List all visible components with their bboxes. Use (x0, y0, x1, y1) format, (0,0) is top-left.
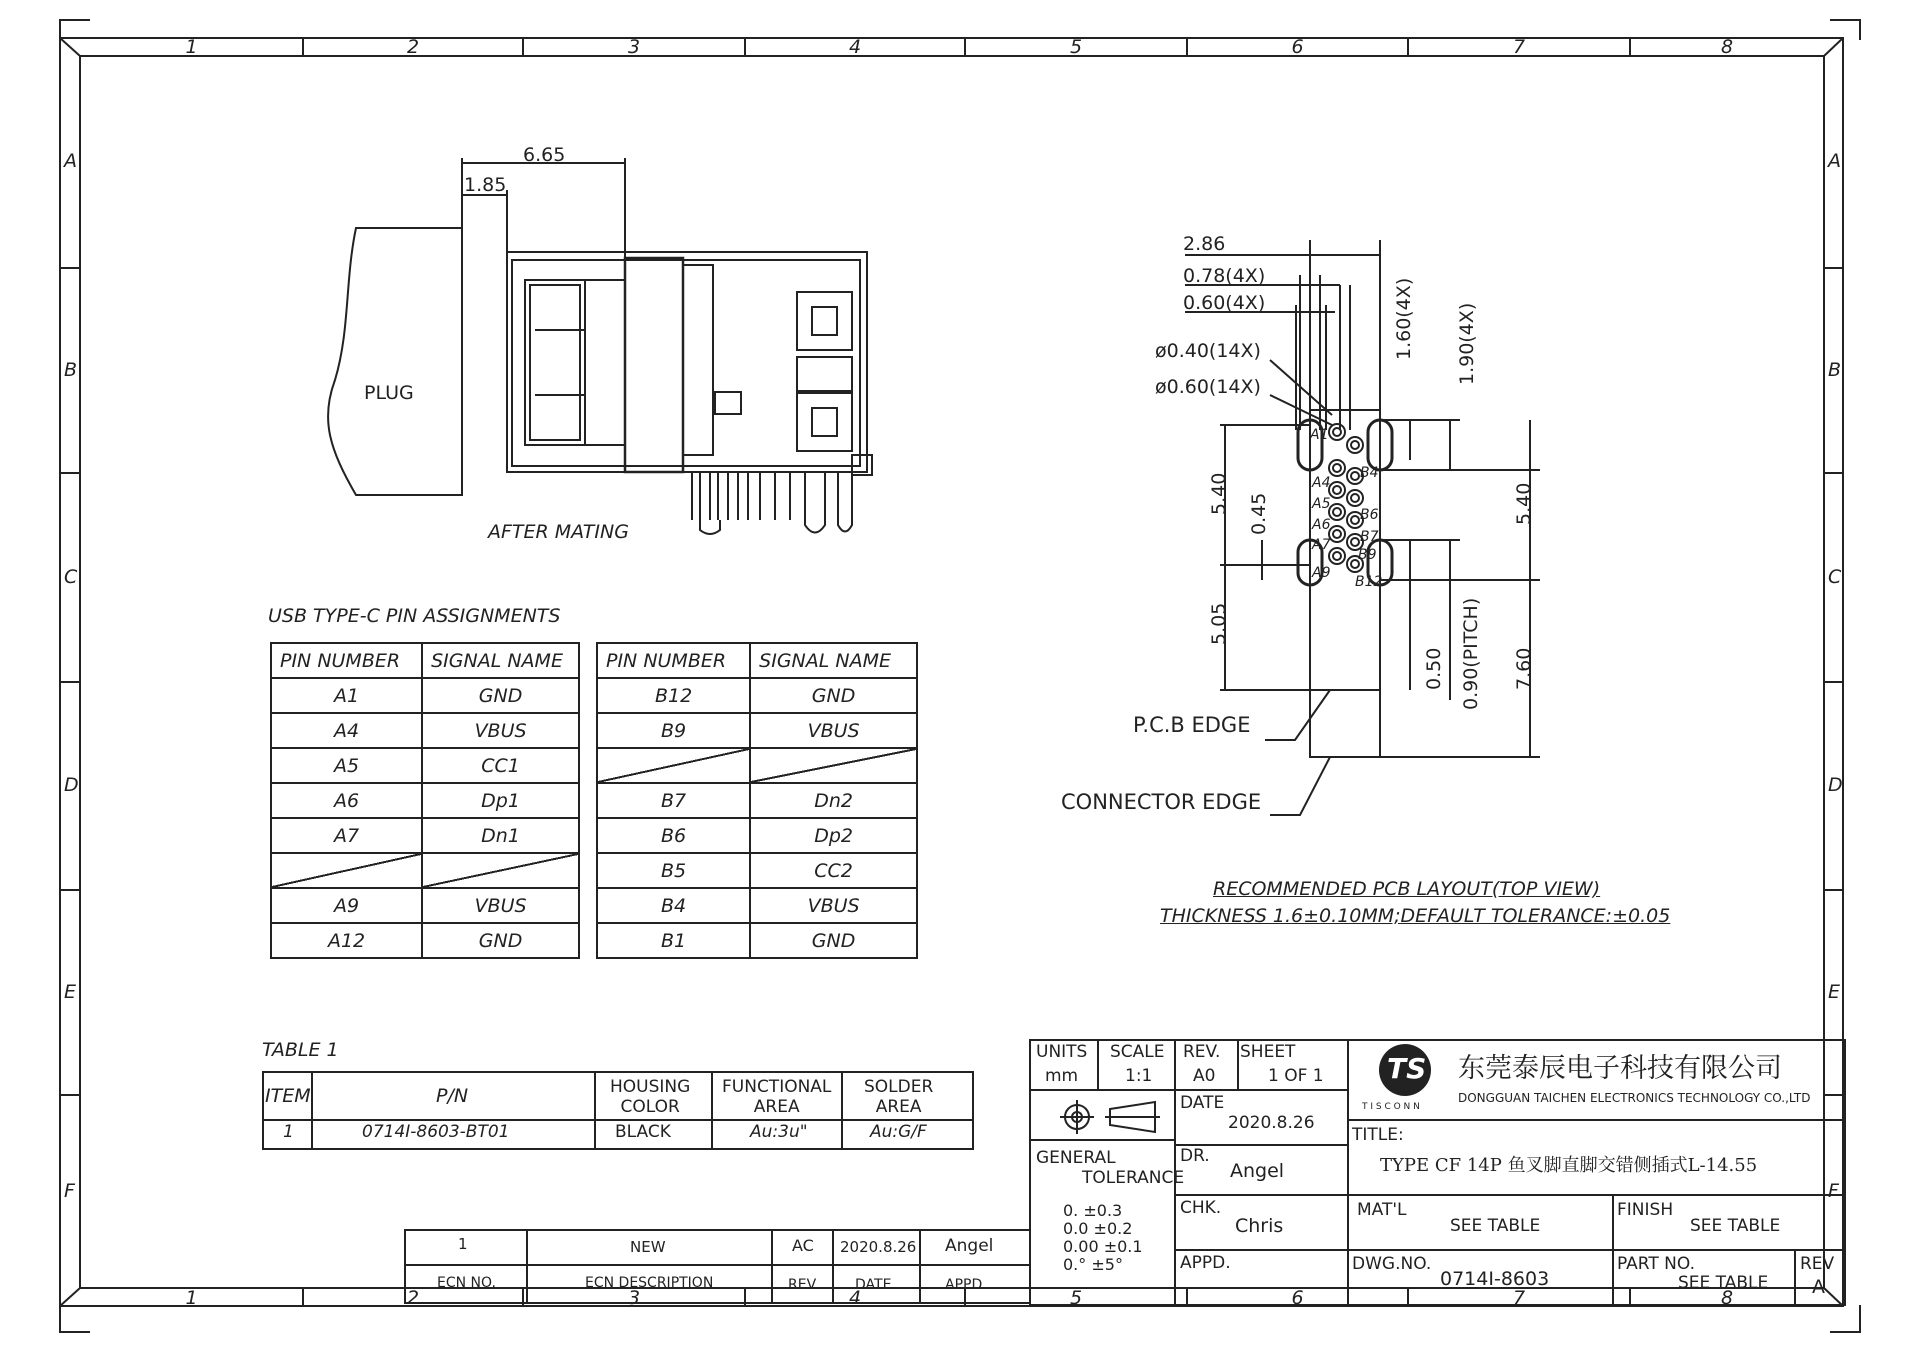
pin-table-b (596, 642, 918, 959)
pin-table-cell: A4 (271, 713, 422, 748)
table1-pn: 0714I-8603-BT01 (362, 1122, 510, 1142)
pin-table-cell: A9 (271, 888, 422, 923)
pin-table-cell (597, 748, 750, 783)
col-label-top: 1 (185, 36, 198, 58)
pin-label-a9: A9 (1312, 565, 1331, 581)
tb-title-label: TITLE: (1352, 1125, 1404, 1145)
tb-rev2-label: REV (1800, 1254, 1835, 1274)
pcb-pad (1333, 486, 1341, 494)
pin-table-cell: A7 (271, 818, 422, 853)
pin-table-cell: VBUS (750, 713, 917, 748)
pin-table-cell: GND (750, 923, 917, 958)
col-label-bottom: 6 (1291, 1287, 1304, 1309)
pcb-pad (1333, 552, 1341, 560)
tb-scale-value: 1:1 (1125, 1066, 1153, 1086)
row-label-right: D (1828, 774, 1843, 796)
tb-scale-label: SCALE (1110, 1042, 1165, 1062)
row-label-right: F (1828, 1179, 1839, 1202)
pcb-pad (1333, 508, 1341, 516)
table-row (271, 678, 579, 713)
plug-label: PLUG (364, 382, 414, 404)
pin-table-a (270, 642, 580, 959)
pin-table-cell: B12 (597, 678, 750, 713)
rev-date: 2020.8.26 (840, 1238, 917, 1256)
connector-edge-label: CONNECTOR EDGE (1061, 790, 1262, 814)
dim-0-90-pitch: 0.90(PITCH) (1460, 597, 1482, 710)
table1-functional: Au:3u" (750, 1122, 808, 1142)
dim-d0-60: ø0.60(14X) (1155, 376, 1261, 398)
tb-part-value: SEE TABLE (1678, 1273, 1769, 1293)
pin-table-cell: VBUS (422, 888, 579, 923)
pin-table-cell: GND (422, 923, 579, 958)
row-label-right: B (1828, 358, 1842, 381)
table-row (271, 923, 579, 958)
tb-rev2-value: A (1812, 1276, 1825, 1298)
pcb-pad (1333, 428, 1341, 436)
pin-label-a6: A6 (1312, 517, 1331, 533)
dim-0-50: 0.50 (1423, 647, 1445, 690)
pin-label-b4: B4 (1360, 465, 1379, 481)
pin-table-cell: B7 (597, 783, 750, 818)
tb-rev-label: REV. (1183, 1042, 1221, 1062)
tb-dwg-label: DWG.NO. (1352, 1254, 1432, 1274)
tb-matl-label: MAT'L (1357, 1200, 1407, 1220)
dim-0-45: 0.45 (1248, 492, 1270, 535)
tb-tolerance: TOLERANCE (1082, 1168, 1185, 1188)
pin-table-cell (422, 853, 579, 888)
pcb-pad (1333, 464, 1341, 472)
col-label-bottom: 5 (1070, 1287, 1083, 1309)
table-row (597, 713, 917, 748)
row-label-left: B (64, 358, 78, 381)
table-row (597, 748, 917, 783)
dim-5-40-left: 5.40 (1208, 472, 1230, 515)
pcb-pad (1351, 516, 1359, 524)
tb-general: GENERAL (1036, 1148, 1116, 1168)
col-label-bottom: 3 (628, 1287, 641, 1309)
col-label-top: 3 (628, 36, 641, 58)
table-row (597, 853, 917, 888)
pin-label-a7: A7 (1312, 537, 1331, 553)
pin-table-cell: GND (750, 678, 917, 713)
col-label-bottom: 8 (1721, 1287, 1734, 1309)
pcb-pad (1329, 504, 1345, 520)
pcb-edge-label: P.C.B EDGE (1133, 713, 1251, 737)
pcb-pad (1333, 530, 1341, 538)
pin-table-header: PIN NUMBER (597, 643, 750, 678)
pin-table-cell: VBUS (750, 888, 917, 923)
tb-dwg-value: 0714I-8603 (1440, 1268, 1550, 1290)
pin-label-b12: B12 (1355, 574, 1383, 590)
col-label-top: 2 (407, 36, 420, 58)
tb-dr-value: Angel (1230, 1160, 1285, 1182)
pin-table-header: SIGNAL NAME (422, 643, 579, 678)
dim-5-40-right: 5.40 (1513, 482, 1535, 525)
pin-label-b9: B9 (1358, 547, 1377, 563)
pcb-pad (1351, 472, 1359, 480)
table-row (271, 748, 579, 783)
pin-table-cell: Dn1 (422, 818, 579, 853)
col-label-bottom: 7 (1513, 1287, 1526, 1309)
dim-1-60: 1.60(4X) (1393, 277, 1415, 360)
pcb-pad (1329, 526, 1345, 542)
table-row (597, 818, 917, 853)
pin-label-a1: A1 (1310, 427, 1329, 443)
pin-table-cell: A6 (271, 783, 422, 818)
col-label-bottom: 2 (407, 1287, 420, 1309)
tb-part-label: PART NO. (1617, 1254, 1695, 1274)
pcb-pad (1351, 441, 1359, 449)
rev-h-desc: ECN DESCRIPTION (585, 1275, 714, 1291)
rev-desc: NEW (630, 1238, 666, 1256)
row-label-right: C (1828, 565, 1842, 588)
pcb-pad (1329, 460, 1345, 476)
table-row (597, 783, 917, 818)
pin-table-cell (271, 853, 422, 888)
table1-h-item: ITEM (265, 1085, 311, 1107)
table-row (271, 853, 579, 888)
pcb-pad (1329, 424, 1345, 440)
table-row (597, 923, 917, 958)
col-label-top: 4 (849, 36, 862, 58)
dim-5-05: 5.05 (1208, 602, 1230, 645)
dim-1-85: 1.85 (464, 174, 507, 196)
tb-sheet-value: 1 OF 1 (1268, 1066, 1324, 1086)
pin-table-cell: A12 (271, 923, 422, 958)
tb-title-value: TYPE CF 14P 鱼叉脚直脚交错侧插式L-14.55 (1380, 1155, 1758, 1176)
col-label-top: 5 (1070, 36, 1083, 58)
rev-appd: Angel (945, 1236, 994, 1256)
row-label-right: E (1828, 980, 1841, 1003)
company-cn: 东莞泰辰电子科技有限公司 (1458, 1053, 1782, 1084)
pin-table-header: SIGNAL NAME (750, 643, 917, 678)
dim-2-86: 2.86 (1183, 233, 1226, 255)
table-row (271, 713, 579, 748)
col-label-top: 8 (1721, 36, 1734, 58)
table-row (597, 678, 917, 713)
rev-h-rev: REV (788, 1277, 817, 1293)
table1-h-housing: HOUSING COLOR (610, 1077, 691, 1117)
corner-mark (1830, 1305, 1860, 1332)
rev-h-appd: APPD. (945, 1277, 987, 1293)
table-row (271, 888, 579, 923)
row-label-left: F (64, 1179, 75, 1202)
row-label-left: A (64, 150, 77, 172)
pin-table-cell: B1 (597, 923, 750, 958)
tolerance-line: 0. ±0.3 (1063, 1201, 1123, 1220)
table-row (271, 818, 579, 853)
row-label-left: C (64, 565, 78, 588)
pin-table-title: USB TYPE-C PIN ASSIGNMENTS (268, 605, 561, 627)
dim-d0-40: ø0.40(14X) (1155, 340, 1261, 362)
pin-table-cell: B4 (597, 888, 750, 923)
pcb-caption-1: RECOMMENDED PCB LAYOUT(TOP VIEW) (1213, 878, 1601, 900)
mating-caption: AFTER MATING (488, 521, 629, 543)
dim-1-90: 1.90(4X) (1456, 302, 1478, 385)
table-row (597, 888, 917, 923)
rev-h-ecn: ECN NO. (437, 1275, 496, 1291)
pin-table-cell: Dn2 (750, 783, 917, 818)
table1-item: 1 (283, 1122, 294, 1142)
tb-dr-label: DR. (1180, 1146, 1210, 1166)
table1-h-functional: FUNCTIONAL AREA (722, 1077, 832, 1117)
pcb-pad (1351, 538, 1359, 546)
pcb-pad (1347, 437, 1363, 453)
tolerance-line: 0.00 ±0.1 (1063, 1237, 1143, 1256)
tolerance-line: 0.0 ±0.2 (1063, 1219, 1133, 1238)
pin-label-a4: A4 (1312, 475, 1331, 491)
pin-table-cell: VBUS (422, 713, 579, 748)
tb-date-label: DATE (1180, 1093, 1225, 1113)
pin-label-a5: A5 (1312, 496, 1331, 512)
pin-table-header: PIN NUMBER (271, 643, 422, 678)
pin-table-cell: CC2 (750, 853, 917, 888)
pin-table-cell: CC1 (422, 748, 579, 783)
table-row (271, 783, 579, 818)
pcb-pad (1351, 494, 1359, 502)
pin-table-cell: B9 (597, 713, 750, 748)
revision-grid (405, 1230, 1030, 1303)
pcb-pad (1347, 490, 1363, 506)
tb-chk-label: CHK. (1180, 1198, 1222, 1218)
pin-table-cell: Dp1 (422, 783, 579, 818)
pin-table-cell: A5 (271, 748, 422, 783)
pin-table-cell: GND (422, 678, 579, 713)
tb-rev-value: A0 (1193, 1066, 1216, 1086)
tb-units-value: mm (1045, 1066, 1079, 1086)
dim-0-60: 0.60(4X) (1183, 292, 1266, 314)
tb-date-value: 2020.8.26 (1228, 1113, 1315, 1133)
dim-0-78: 0.78(4X) (1183, 265, 1266, 287)
tolerance-line: 0.° ±5° (1063, 1255, 1123, 1274)
row-label-right: A (1828, 150, 1841, 172)
tb-units-label: UNITS (1036, 1042, 1088, 1062)
table1-title: TABLE 1 (262, 1039, 339, 1061)
tb-appd-label: APPD. (1180, 1253, 1231, 1273)
pin-table-cell: Dp2 (750, 818, 917, 853)
table1-housing: BLACK (615, 1122, 671, 1142)
rev-rev: AC (792, 1236, 814, 1255)
pin-label-b7: B7 (1360, 529, 1379, 545)
tb-sheet-label: SHEET (1240, 1042, 1296, 1062)
table1-h-pn: P/N (436, 1085, 469, 1107)
tb-finish-label: FINISH (1617, 1200, 1674, 1220)
mating-view (328, 158, 872, 534)
col-label-top: 7 (1513, 36, 1526, 58)
col-label-bottom: 1 (185, 1287, 198, 1309)
pcb-pad (1329, 482, 1345, 498)
pin-table-cell: B5 (597, 853, 750, 888)
row-label-left: D (64, 774, 79, 796)
tolerance-lines (1063, 1203, 1143, 1275)
table1-solder: Au:G/F (870, 1122, 927, 1142)
dim-6-65: 6.65 (523, 144, 566, 166)
col-label-top: 6 (1291, 36, 1304, 58)
col-label-bottom: 4 (849, 1287, 862, 1309)
row-label-left: E (64, 980, 77, 1003)
table1-h-solder: SOLDER AREA (864, 1077, 934, 1117)
logo-text: TS (1387, 1052, 1427, 1085)
dim-7-60: 7.60 (1513, 647, 1535, 690)
company-en: DONGGUAN TAICHEN ELECTRONICS TECHNOLOGY CO.,LTD (1458, 1091, 1811, 1105)
tb-chk-value: Chris (1235, 1215, 1284, 1237)
pcb-caption-2: THICKNESS 1.6±0.10MM;DEFAULT TOLERANCE:±0.05 (1160, 905, 1671, 927)
rev-h-date: DATE (855, 1277, 892, 1293)
tb-finish-value: SEE TABLE (1690, 1216, 1781, 1236)
pcb-pad (1329, 548, 1345, 564)
pin-table-cell: A1 (271, 678, 422, 713)
corner-mark (60, 1305, 90, 1332)
logo-sub: T I S C O N N (1362, 1102, 1420, 1112)
tb-matl-value: SEE TABLE (1450, 1216, 1541, 1236)
pin-table-cell: B6 (597, 818, 750, 853)
pin-label-b6: B6 (1360, 507, 1379, 523)
pin-table-cell (750, 748, 917, 783)
rev-ecn: 1 (458, 1235, 468, 1253)
